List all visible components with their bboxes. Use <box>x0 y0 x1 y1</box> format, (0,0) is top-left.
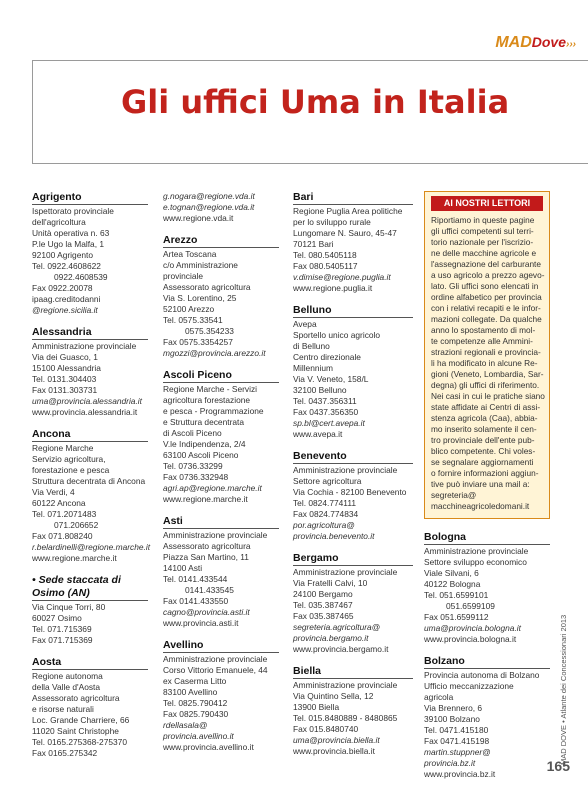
office-line: Via Cochia - 82100 Benevento <box>293 487 407 497</box>
office-line: Via Quintino Sella, 12 <box>293 691 374 701</box>
office-line: Amministrazione provinciale <box>293 465 398 475</box>
office-line: 14100 Asti <box>163 563 203 573</box>
office-line: 0141.433545 <box>185 585 234 595</box>
office-line: provinciale <box>163 271 204 281</box>
office-line: 60027 Osimo <box>32 613 82 623</box>
notice-line: se segnalare aggiornamenti <box>431 457 534 467</box>
office-line: della Valle d'Aosta <box>32 682 101 692</box>
office-line: Loc. Grande Charriere, 66 <box>32 715 130 725</box>
office-line: uma@provincia.bologna.it <box>424 623 521 633</box>
office-line: Via Brennero, 6 <box>424 703 483 713</box>
notice-line: Nei casi in cui le pratiche siano <box>431 391 545 401</box>
office-line: Fax 071.808240 <box>32 531 93 541</box>
office-name: Belluno <box>293 304 413 318</box>
office-line: Sportello unico agricolo <box>293 330 381 340</box>
office-line: Amministrazione provinciale <box>293 567 398 577</box>
office-line: 13900 Biella <box>293 702 340 712</box>
office-line: Fax 0922.20078 <box>32 283 93 293</box>
office-name: Bologna <box>424 531 550 545</box>
office-line: Tel. 071.2071483 <box>32 509 97 519</box>
office-name: Biella <box>293 665 413 679</box>
office-line: agricola <box>424 692 454 702</box>
office-line: segreteria.agricoltura@ <box>293 622 381 632</box>
office-line: Settore sviluppo economico <box>424 557 527 567</box>
office-line: Via S. Lorentino, 25 <box>163 293 237 303</box>
office-line: Provincia autonoma di Bolzano <box>424 670 540 680</box>
office-line: provincia.avellino.it <box>163 731 234 741</box>
readers-notice-heading: AI NOSTRI LETTORI <box>431 196 543 211</box>
office-line: Tel. 0471.415180 <box>424 725 489 735</box>
office-name: Aosta <box>32 656 148 670</box>
office-name: • Sede staccata di Osimo (AN) <box>32 574 148 601</box>
office-line: Unità operativa n. 63 <box>32 228 110 238</box>
office-name: Ascoli Piceno <box>163 369 279 383</box>
office-entry <box>163 369 279 505</box>
office-line: Ispettorato provinciale <box>32 206 114 216</box>
office-line: e risorse naturali <box>32 704 94 714</box>
office-entry <box>32 656 148 759</box>
office-line: rdellasala@ <box>163 720 208 730</box>
page-title: Gli uffici Uma in Italia <box>121 83 510 121</box>
office-line: Tel. 0141.433544 <box>163 574 228 584</box>
brand-dove: Dove <box>531 34 566 50</box>
office-line: Lungomare N. Sauro, 45-47 <box>293 228 397 238</box>
office-line: Fax 0736.332948 <box>163 472 229 482</box>
column-2 <box>163 191 279 763</box>
office-line: per lo sviluppo rurale <box>293 217 371 227</box>
office-line: ipaag.creditodanni <box>32 294 101 304</box>
office-line: provincia.benevento.it <box>293 531 375 541</box>
office-line: uma@provincia.alessandria.it <box>32 396 142 406</box>
office-line: 52100 Arezzo <box>163 304 215 314</box>
office-line: Regione Marche - Servizi <box>163 384 258 394</box>
office-entry <box>424 655 550 780</box>
office-line: Regione Marche <box>32 443 94 453</box>
office-line: P.le Ugo la Malfa, 1 <box>32 239 105 249</box>
notice-line: lato. Gli uffici sono elencati in <box>431 281 539 291</box>
office-line: Assessorato agricoltura <box>163 541 251 551</box>
office-line: Amministrazione provinciale <box>424 546 529 556</box>
office-line: Tel. 0736.33299 <box>163 461 223 471</box>
office-name: Ancona <box>32 428 148 442</box>
office-name: Benevento <box>293 450 413 464</box>
office-line: www.provincia.avellino.it <box>163 742 254 752</box>
office-line: www.provincia.asti.it <box>163 618 239 628</box>
office-line: Tel. 0922.4608622 <box>32 261 101 271</box>
office-line: www.regione.marche.it <box>32 553 117 563</box>
office-line: Fax 0131.303731 <box>32 385 98 395</box>
office-entry <box>293 304 413 440</box>
office-entry <box>424 531 550 645</box>
office-line: Tel. 0575.33541 <box>163 315 223 325</box>
office-line: sp.bl@cert.avepa.it <box>293 418 365 428</box>
office-entry <box>163 515 279 629</box>
notice-line: Riportiamo in queste pagine <box>431 215 535 225</box>
office-line: Artea Toscana <box>163 249 217 259</box>
office-entry <box>163 234 279 359</box>
notice-line: macchineagricoledomani.it <box>431 501 530 511</box>
office-line: agri.ap@regione.marche.it <box>163 483 262 493</box>
office-line: martin.stuppner@ <box>424 747 491 757</box>
notice-line: state affidate ai Centri di assi- <box>431 402 541 412</box>
office-line: Fax 0165.275342 <box>32 748 98 758</box>
office-line: Tel. 035.387467 <box>293 600 353 610</box>
office-entry <box>293 191 413 294</box>
office-line: Ufficio meccanizzazione <box>424 681 514 691</box>
notice-line: torio nazionale per l'iscrizio- <box>431 237 534 247</box>
office-line: Regione autonoma <box>32 671 103 681</box>
office-line: www.avepa.it <box>293 429 343 439</box>
title-frame <box>32 60 588 164</box>
office-name: Alessandria <box>32 326 148 340</box>
office-line: di Ascoli Piceno <box>163 428 222 438</box>
office-line: Tel. 051.6599101 <box>424 590 489 600</box>
notice-line: anno lo spostamento di mol- <box>431 325 536 335</box>
notice-line: ne delle macchine agricole e <box>431 248 537 258</box>
office-name: Avellino <box>163 639 279 653</box>
office-line: Fax 0575.3354257 <box>163 337 233 347</box>
office-line: Amministrazione provinciale <box>32 341 137 351</box>
office-line: c/o Amministrazione <box>163 260 238 270</box>
office-line: www.provincia.bergamo.it <box>293 644 389 654</box>
notice-line: mazioni collegate. Da qualche <box>431 314 542 324</box>
office-line: Fax 0437.356350 <box>293 407 359 417</box>
office-line: 0922.4608539 <box>54 272 108 282</box>
office-line: Fax 0825.790430 <box>163 709 229 719</box>
column-4 <box>424 191 550 790</box>
column-1 <box>32 191 151 769</box>
office-line: Via Cinque Torri, 80 <box>32 602 106 612</box>
office-line: Assessorato agricoltura <box>32 693 120 703</box>
page-number: 165 <box>546 758 570 774</box>
office-line: Tel. 015.8480889 - 8480865 <box>293 713 398 723</box>
readers-notice-box <box>424 191 550 519</box>
notice-line: gioni (Veneto, Lombardia, Sar- <box>431 369 544 379</box>
office-name: Bari <box>293 191 413 205</box>
office-line: e pesca - Programmazione <box>163 406 264 416</box>
office-line: Fax 080.5405117 <box>293 261 358 271</box>
office-line: provincia.bergamo.it <box>293 633 369 643</box>
office-line: Fax 0824.774834 <box>293 509 359 519</box>
notice-line: te competenze alle Ammini- <box>431 336 533 346</box>
office-line: Via dei Guasco, 1 <box>32 352 98 362</box>
office-line: Tel. 0824.774111 <box>293 498 357 508</box>
office-line: V.le Indipendenza, 2/4 <box>163 439 246 449</box>
notice-line: degna) gli uffici di riferimento. <box>431 380 540 390</box>
office-line: 39100 Bolzano <box>424 714 480 724</box>
office-line: por.agricoltura@ <box>293 520 355 530</box>
notice-line: a uso agricolo a prezzo agevo- <box>431 270 545 280</box>
office-line: Amministrazione provinciale <box>293 680 398 690</box>
office-line: Corso Vittorio Emanuele, 44 <box>163 665 268 675</box>
office-line: r.belardinelli@regione.marche.it <box>32 542 151 552</box>
office-line: Piazza San Martino, 11 <box>163 552 249 562</box>
office-line: agricoltura forestazione <box>163 395 251 405</box>
notice-line: li ha modificato in alcune Re- <box>431 358 538 368</box>
office-entry <box>32 428 151 564</box>
office-line: www.provincia.bz.it <box>424 769 496 779</box>
office-line: cagno@provincia.asti.it <box>163 607 250 617</box>
office-line: Tel. 0165.275368-275370 <box>32 737 127 747</box>
office-line: Avepa <box>293 319 317 329</box>
office-line: 051.6599109 <box>446 601 495 611</box>
office-line: Fax 035.387465 <box>293 611 354 621</box>
office-entry <box>32 191 148 316</box>
office-line: www.regione.vda.it <box>163 213 234 223</box>
office-line: Centro direzionale <box>293 352 361 362</box>
office-line: Fax 015.8480740 <box>293 724 359 734</box>
notice-line: l'assegnazione del carburante <box>431 259 541 269</box>
office-line: e Struttura decentrata <box>163 417 245 427</box>
office-line: mgozzi@provincia.arezzo.it <box>163 348 266 358</box>
notice-line: con i relativi recapiti e le infor- <box>431 303 541 313</box>
office-line: www.provincia.biella.it <box>293 746 375 756</box>
office-line: uma@provincia.biella.it <box>293 735 380 745</box>
office-line: e.tognan@regione.vda.it <box>163 202 255 212</box>
notice-line: o fornire informazioni aggiun- <box>431 468 539 478</box>
office-line: 15100 Alessandria <box>32 363 101 373</box>
brand-logo <box>495 34 576 52</box>
office-line: www.regione.puglia.it <box>293 283 373 293</box>
office-name: Asti <box>163 515 279 529</box>
notice-line: mo inserito solamente il cen- <box>431 424 537 434</box>
office-line: www.regione.marche.it <box>163 494 248 504</box>
office-line: 24100 Bergamo <box>293 589 353 599</box>
notice-line: strazioni regionali e provincia- <box>431 347 541 357</box>
office-line: 70121 Bari <box>293 239 334 249</box>
office-line: Fax 0471.415198 <box>424 736 490 746</box>
office-line: 63100 Ascoli Piceno <box>163 450 239 460</box>
office-line: v.dimise@regione.puglia.it <box>293 272 391 282</box>
office-line: dell'agricoltura <box>32 217 86 227</box>
office-line: di Belluno <box>293 341 330 351</box>
notice-line: segreteria@ <box>431 490 477 500</box>
office-line: Tel. 080.5405118 <box>293 250 357 260</box>
brand-mad: MAD <box>495 34 532 51</box>
office-entry <box>293 552 413 655</box>
office-line: Amministrazione provinciale <box>163 654 268 664</box>
office-line: ex Caserma Litto <box>163 676 227 686</box>
office-line: Regione Puglia Area politiche <box>293 206 403 216</box>
office-line: Assessorato agricoltura <box>163 282 251 292</box>
office-line: g.nogara@regione.vda.it <box>163 191 255 201</box>
notice-line: gli uffici competenti sul terri- <box>431 226 534 236</box>
office-line: 83100 Avellino <box>163 687 218 697</box>
office-entry <box>293 450 413 542</box>
office-line: Settore agricoltura <box>293 476 362 486</box>
office-name: Agrigento <box>32 191 148 205</box>
notice-line: blico competente. Chi voles- <box>431 446 536 456</box>
sidebar-text: MAD DOVE • Atlante dei Concessionari 2013 <box>559 614 568 765</box>
office-line: 0575.354233 <box>185 326 234 336</box>
office-line: Via Fratelli Calvi, 10 <box>293 578 368 588</box>
office-line: www.provincia.alessandria.it <box>32 407 138 417</box>
office-line: Viale Silvani, 6 <box>424 568 479 578</box>
office-name: Bolzano <box>424 655 550 669</box>
office-line: 071.206652 <box>54 520 99 530</box>
office-entry <box>32 326 148 418</box>
office-line: Struttura decentrata di Ancona <box>32 476 146 486</box>
notice-line: tro provinciale dell'ente pub- <box>431 435 535 445</box>
office-line: @regione.sicilia.it <box>32 305 98 315</box>
sidebar-credit <box>559 605 580 765</box>
office-entry <box>32 574 148 646</box>
office-line: Tel. 071.715369 <box>32 624 92 634</box>
office-line: Tel. 0437.356311 <box>293 396 357 406</box>
office-line: Via Verdi, 4 <box>32 487 75 497</box>
office-line: 92100 Agrigento <box>32 250 94 260</box>
office-name: Bergamo <box>293 552 413 566</box>
office-line: forestazione e pesca <box>32 465 110 475</box>
brand-arrows: ››› <box>566 39 576 50</box>
office-line: www.provincia.bologna.it <box>424 634 517 644</box>
office-line: Tel. 0131.304403 <box>32 374 97 384</box>
office-line: Via V. Veneto, 158/L <box>293 374 369 384</box>
office-line: Millennium <box>293 363 334 373</box>
office-name: Arezzo <box>163 234 279 248</box>
notice-line: tive può inviare una mail a: <box>431 479 530 489</box>
office-line: 11020 Saint Christophe <box>32 726 119 736</box>
office-entry <box>293 665 413 757</box>
office-line: Amministrazione provinciale <box>163 530 268 540</box>
office-line: 60122 Ancona <box>32 498 86 508</box>
office-entry <box>163 191 279 224</box>
office-line: provincia.bz.it <box>424 758 476 768</box>
notice-line: ordine alfabetico per provincia <box>431 292 542 302</box>
column-3 <box>293 191 413 767</box>
office-entry <box>163 639 279 753</box>
office-line: 32100 Belluno <box>293 385 347 395</box>
office-line: Fax 071.715369 <box>32 635 93 645</box>
notice-line: stenza agricola (Caa), abbia- <box>431 413 538 423</box>
office-line: Servizio agricoltura, <box>32 454 106 464</box>
office-line: Fax 0141.433550 <box>163 596 229 606</box>
office-line: Fax 051.6599112 <box>424 612 489 622</box>
office-line: 40122 Bologna <box>424 579 481 589</box>
office-line: Tel. 0825.790412 <box>163 698 228 708</box>
